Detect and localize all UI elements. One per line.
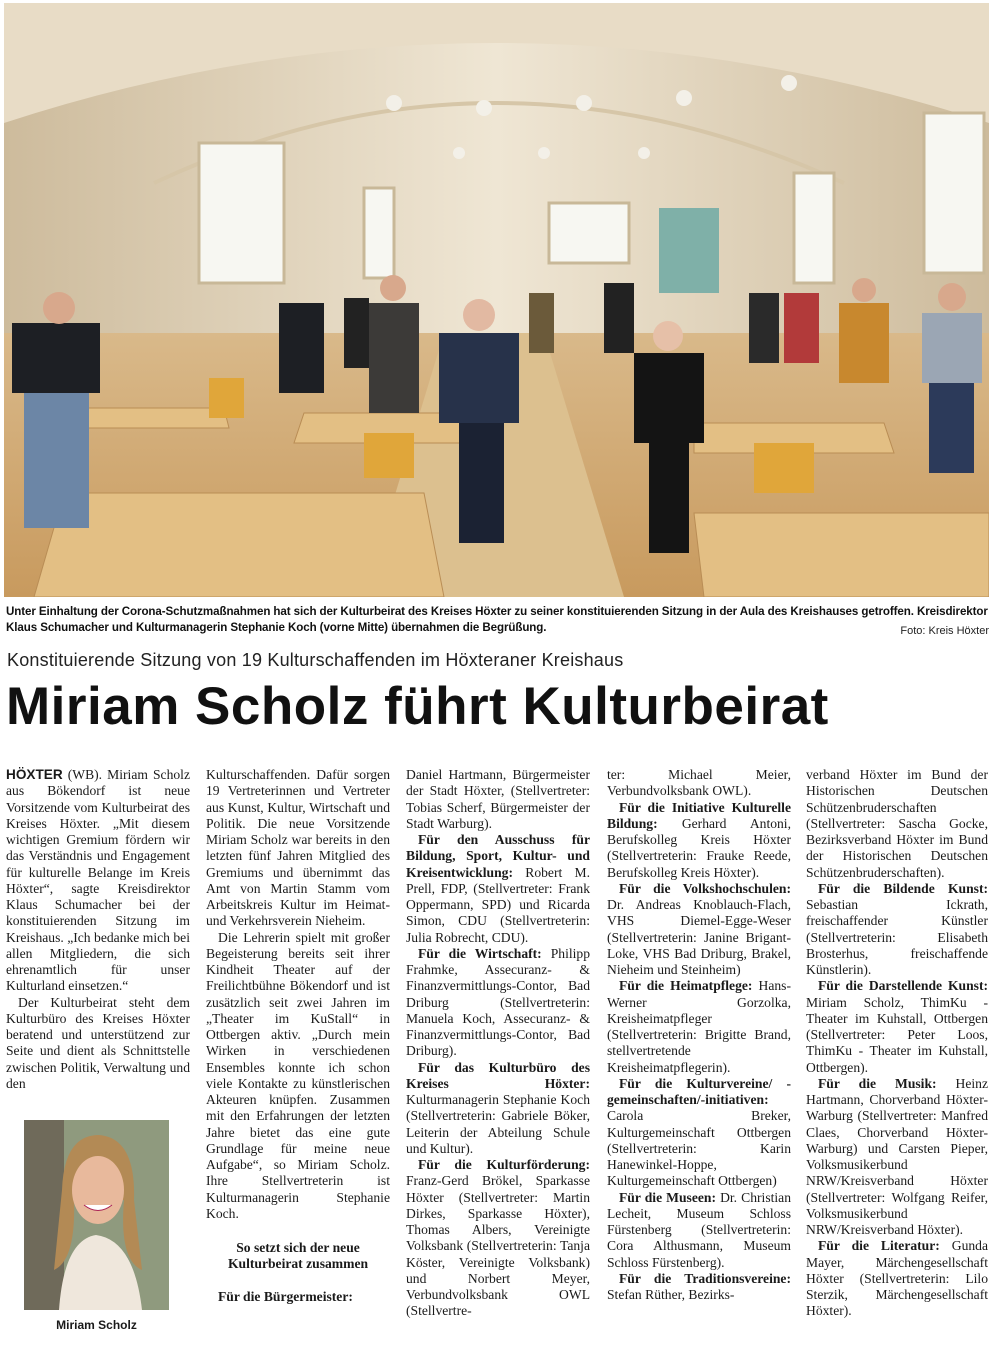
paragraph	[406, 1060, 590, 1158]
paragraph	[806, 881, 988, 979]
category-label: Für die Kulturvereine/ -gemeinschaften/-initiativen:	[607, 1075, 791, 1107]
category-label: Für die Traditionsvereine:	[619, 1270, 791, 1286]
article-kicker: Konstituierende Sitzung von 19 Kulturschaffenden im Höxteraner Kreishaus	[7, 650, 624, 670]
paragraph-text: (WB). Miriam Scholz aus Bökendorf ist neue Vorsitzende vom Kulturbeirat des Kreises Höxter. „Mit diesem wichtigen Gremium fördern wir das Verständnis und Engagement für kulturelle Belange im Kreis Höxter“, sagte Kreisdirektor Klaus Schumacher bei der konstituierenden Sitzung im Kreishaus. „Ich bedanke mich bei allen Mitgliedern, die sich ehrenamtlich für unser Kulturland einsetzen.“	[6, 767, 190, 994]
group-photo	[4, 3, 989, 597]
paragraph-text: Dr. Christian Lecheit, Museum Schloss Fürstenberg (Stellvertreterin: Cora Althusmann, Museum Schloss Fürstenberg).	[607, 1189, 791, 1270]
paragraph-text: Miriam Scholz, ThimKu - Theater im Kuhstall, Ottbergen (Stellvertreter: Peter Loos, ThimKu - Theater im Kuhstall, Ottbergen).	[806, 994, 988, 1075]
category-label: Für die Bildende Kunst:	[818, 880, 988, 896]
paragraph	[607, 800, 791, 881]
dateline: HÖXTER	[6, 767, 63, 782]
category-label: Für die Wirtschaft:	[418, 945, 542, 961]
paragraph: Kulturschaffenden. Dafür sorgen 19 Vertreterinnen und Vertreter aus Kunst, Kultur, Wirtschaft und Politik. Die neue Vorsitzende Miriam Scholz war bereits in den letzten fünf Jahren Mitglied des Gremiums und übernimmt das Amt von Martin Stamm vom Arbeitskreis Kultur im Heimat- und Verkehrsverein Nieheim.	[206, 767, 390, 929]
paragraph	[806, 1076, 988, 1239]
article-column-1	[6, 767, 190, 1092]
paragraph	[406, 832, 590, 946]
paragraph	[406, 1157, 590, 1320]
article-headline: Miriam Scholz führt Kulturbeirat	[6, 677, 829, 736]
category-label: Für die Volkshochschulen:	[619, 880, 791, 896]
category-label: Für den Ausschuss für Bildung, Sport, Kultur- und Kreisentwicklung:	[406, 832, 590, 880]
category-label: Für die Bürgermeister:	[218, 1288, 353, 1304]
paragraph-text: Gerhard Antoni, Berufskolleg Kreis Höxter (Stellvertreterin: Frauke Reede, Berufskolleg Kreis Höxter).	[607, 815, 791, 880]
paragraph: Daniel Hartmann, Bürgermeister der Stadt Höxter, (Stellvertreter: Tobias Scherf, Bürgermeister der Stadt Warburg).	[406, 767, 590, 831]
paragraph-text: Franz-Gerd Brökel, Sparkasse Höxter (Stellvertreter: Martin Dirkes, Sparkasse Höxter), Thomas Albers, Vereinigte Volksbank (Stellvertreterin: Tanja Köster, Vereinigte Volksbank) und Norbert Meyer, Verbundvolksbank OWL (Stellvertre-	[406, 1173, 590, 1319]
paragraph	[806, 1238, 988, 1319]
paragraph-text: Hans-Werner Gorzolka, Kreisheimatpfleger (Stellvertreterin: Brigitte Brand, stellvertretende Kreisheimatpflegerin).	[607, 978, 791, 1075]
article-column-3	[406, 767, 590, 1320]
paragraph-text: Robert M. Prell, FDP, (Stellvertreter: Frank Oppermann, SPD) und Ricarda Simon, CDU (Stellvertreterin: Julia Robrecht, CDU).	[406, 864, 590, 945]
article-column-2	[206, 767, 390, 1305]
paragraph	[607, 1190, 791, 1271]
portrait-caption: Miriam Scholz	[56, 1318, 137, 1332]
category-label: Für die Darstellende Kunst:	[818, 978, 988, 994]
category-label: Für die Kulturförderung:	[418, 1157, 590, 1172]
paragraph-text: Dr. Andreas Knoblauch-Flach, VHS Diemel-Egge-Weser (Stellvertreterin: Janine Brigant-Loke, VHS Bad Driburg, Brakel, Nieheim und Steinheim)	[607, 897, 791, 977]
paragraph-text: Philipp Frahmke, Assecuranz- & Finanzvermittlungs-Contor, Bad Driburg (Stellvertreterin: Manuela Koch, Assecuranz- & Finanzvermittlungs-Contor, Bad Driburg).	[406, 945, 590, 1059]
category-label: Für die Initiative Kulturelle Bildung:	[607, 799, 791, 831]
paragraph-text: Heinz Hartmann, Chorverband Höxter-Warburg (Stellvertreter: Manfred Claes, Chorverband Höxter-Warburg) und Carsten Pieper, Volksmusikerbund NRW/Kreisverband Höxter (Stellvertreter: Wolfgang Reifer, Volksmusikerbund NRW/Kreisverband Höxter).	[806, 1075, 988, 1237]
category-label: Für das Kulturbüro des Kreises Höxter:	[406, 1059, 590, 1091]
paragraph	[607, 1076, 791, 1190]
section-subheading: So setzt sich der neue Kulturbeirat zusammen	[227, 1240, 369, 1272]
lead-paragraph	[6, 767, 190, 995]
category-label: Für die Museen:	[619, 1189, 717, 1205]
paragraph	[206, 1289, 390, 1305]
paragraph	[406, 946, 590, 1060]
paragraph-text: Gunda Mayer, Märchengesellschaft Höxter (Stellvertreterin: Lilo Sterzik, Märchengesellschaft Höxter).	[806, 1238, 989, 1319]
category-label: Für die Heimatpflege:	[619, 978, 753, 994]
paragraph: Der Kulturbeirat steht dem Kulturbüro des Kreises Höxter beratend und unterstützend zur Seite und dient als Schnittstelle zwischen Politik, Verwaltung und den	[6, 994, 190, 1091]
paragraph: Die Lehrerin spielt mit großer Begeisterung bereits seit ihrer Kindheit Theater auf der Freilichtbühne Bökendorf und ist zusätzlich seit zwei Jahren im „Theater im KuStall“ in Ottbergen aktiv. „Durch mein Wirken in verschiedenen Ensembles konnte ich schon viele Kontakte zu künstlerischen Akteuren knüpfen. Zusammen mit den Erfahrungen der letzten Jahre bietet das eine gute Grundlage für meine neue Aufgabe“, so Miriam Scholz. Ihre Stellvertreterin ist Kulturmanagerin Stephanie Koch.	[206, 929, 390, 1221]
photo-credit: Foto: Kreis Höxter	[900, 625, 989, 637]
paragraph	[806, 978, 988, 1076]
portrait-photo	[24, 1120, 169, 1310]
article-column-5	[806, 767, 988, 1320]
photo-caption: Unter Einhaltung der Corona-Schutzmaßnahmen hat sich der Kulturbeirat des Kreises Höxter zu seiner konstituierenden Sitzung in der Aula des Kreishauses getroffen. Kreisdirektor Klaus Schumacher und Kulturmanagerin Stephanie Koch (vorne Mitte) übernahmen die Begrüßung.	[6, 605, 988, 634]
article-column-4	[607, 767, 791, 1303]
paragraph: ter: Michael Meier, Verbundvolksbank OWL).	[607, 767, 791, 799]
paragraph: verband Höxter im Bund der Historischen Deutschen Schützenbruderschaften (Stellvertreter: Sascha Gocke, Bezirksverband Höxter im Bund der Historischen Deutschen Schützenbruderschaften).	[806, 767, 988, 880]
paragraph-text: Kulturmanagerin Stephanie Koch (Stellvertreterin: Gabriele Böker, Leiterin der Abteilung Schule und Kultur).	[406, 1092, 590, 1156]
paragraph-text: Carola Breker, Kulturgemeinschaft Ottbergen (Stellvertreterin: Karin Hanewinkel-Hoppe, Kulturgemeinschaft Ottbergen)	[607, 1108, 791, 1189]
paragraph	[607, 978, 791, 1076]
paragraph	[607, 881, 791, 979]
paragraph-text: Stefan Rüther, Bezirks-	[607, 1287, 735, 1302]
paragraph-text: Sebastian Ickrath, freischaffender Künstler (Stellvertreterin: Elisabeth Brosterhus, freischaffende Künstlerin).	[806, 897, 988, 977]
paragraph	[607, 1271, 791, 1304]
category-label: Für die Musik:	[818, 1075, 937, 1091]
category-label: Für die Literatur:	[818, 1238, 940, 1254]
